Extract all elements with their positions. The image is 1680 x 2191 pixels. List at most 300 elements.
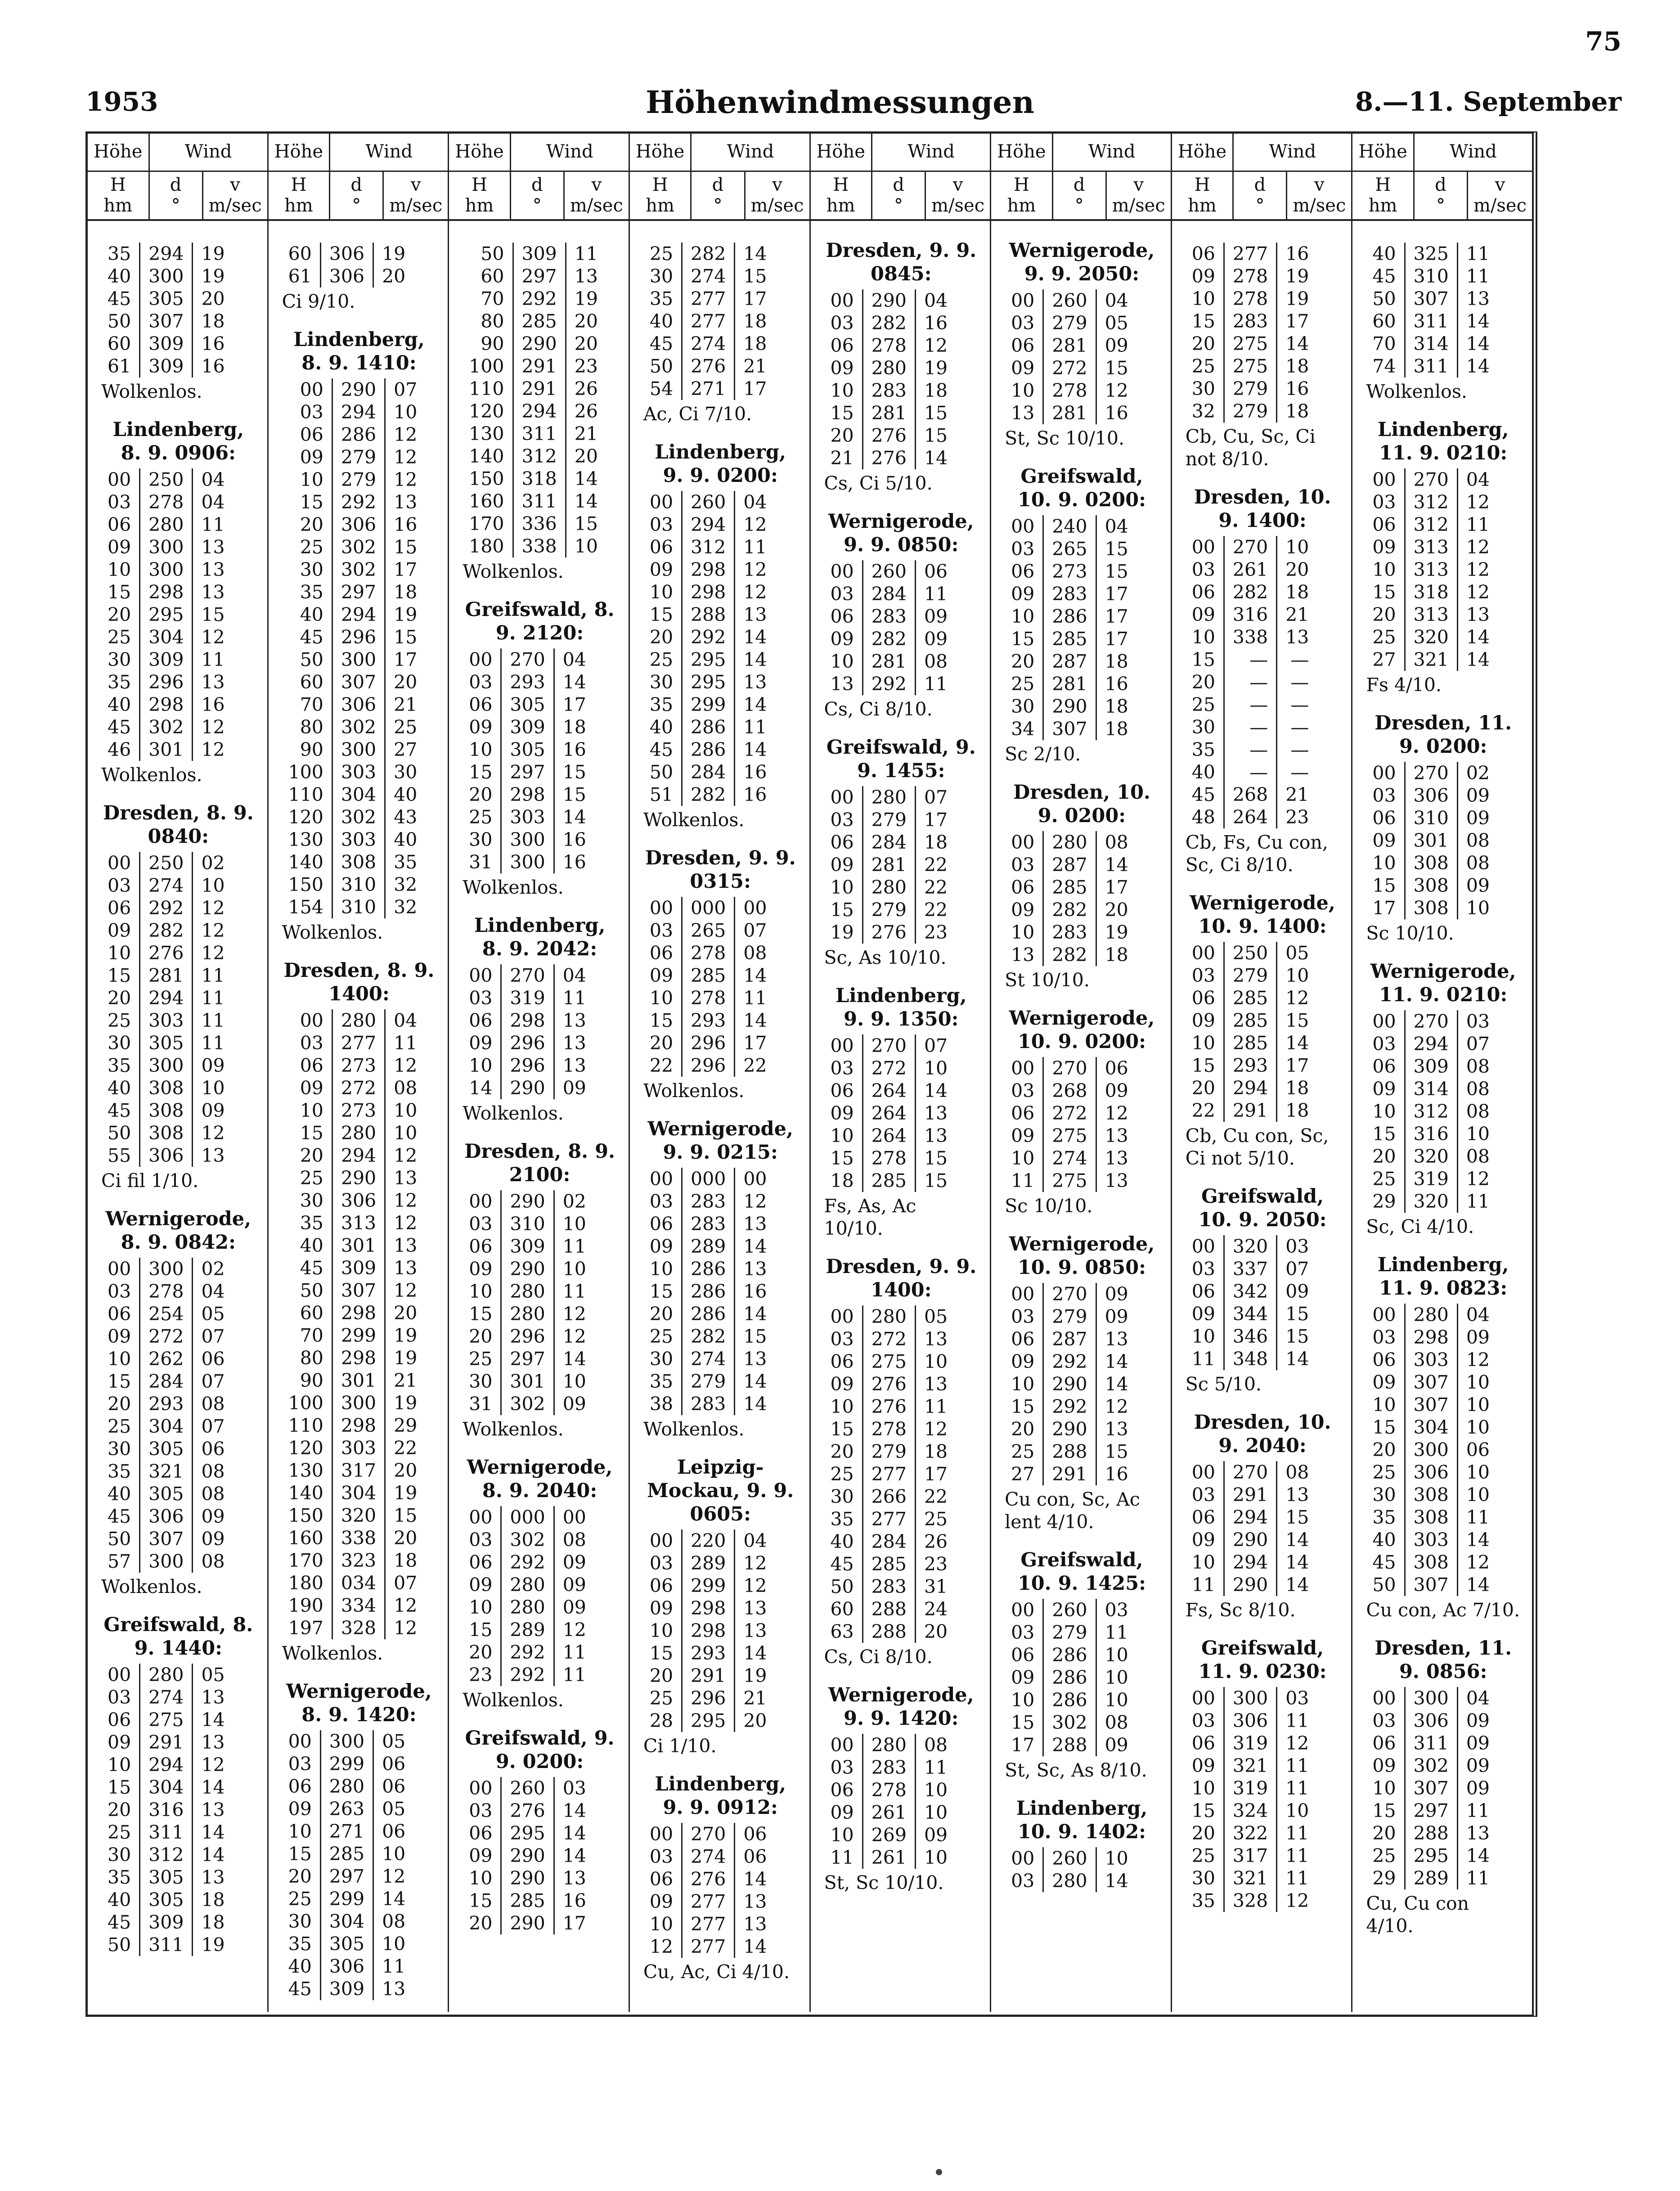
table-row <box>1184 738 1317 761</box>
height-cell: 00 <box>649 1168 674 1190</box>
header-wind: Wind <box>727 141 774 162</box>
header-v-label: v <box>1314 175 1325 195</box>
direction-cell: 318 <box>513 468 566 490</box>
height-cell: 50 <box>830 1576 854 1597</box>
height-cell: 03 <box>469 671 493 693</box>
height-cell: 06 <box>108 897 131 919</box>
direction-cell: 272 <box>1043 1102 1096 1125</box>
table-row <box>1003 628 1136 650</box>
observation-table <box>99 1258 233 1573</box>
height-cell: 22 <box>649 1055 674 1076</box>
direction-cell: 306 <box>1405 1461 1457 1484</box>
speed-cell: 15 <box>566 513 606 535</box>
cloud-note: Ac, Ci 7/10. <box>643 403 752 425</box>
direction-cell: 304 <box>332 1482 385 1504</box>
table-row <box>461 468 606 490</box>
direction-cell: 283 <box>682 1213 735 1235</box>
direction-cell: 277 <box>682 1913 735 1935</box>
height-cell: 25 <box>1011 1441 1035 1462</box>
height-cell: 170 <box>469 513 504 535</box>
direction-cell: 268 <box>1043 1080 1096 1102</box>
speed-cell: 11 <box>193 648 233 671</box>
table-row <box>280 1753 414 1775</box>
height-cell: 06 <box>1011 335 1035 356</box>
height-cell: 10 <box>830 877 854 898</box>
speed-cell: 17 <box>1096 583 1136 605</box>
height-cell: 60 <box>288 243 312 265</box>
cloud-note: Wolkenlos. <box>101 764 202 786</box>
header-H <box>991 172 1053 219</box>
height-cell: 190 <box>288 1595 323 1616</box>
station-heading: Wernigerode, 10. 9. 0200: <box>1009 1007 1155 1053</box>
table-row <box>280 1234 426 1257</box>
direction-cell: 298 <box>1405 1326 1457 1349</box>
height-cell: 25 <box>108 1822 131 1843</box>
speed-cell: 06 <box>735 1823 775 1845</box>
direction-cell: 300 <box>501 828 554 851</box>
direction-cell: 294 <box>140 243 193 265</box>
speed-cell: 13 <box>735 671 775 693</box>
header-wind: Wind <box>1269 141 1316 162</box>
height-cell: 50 <box>108 1122 131 1144</box>
table-row <box>1364 1416 1498 1439</box>
header-d-label: d <box>712 175 724 195</box>
header-msec-unit: m/sec <box>750 195 804 216</box>
speed-cell: 26 <box>566 378 606 400</box>
height-cell: 140 <box>288 1482 323 1504</box>
height-cell: 03 <box>1372 1033 1396 1055</box>
table-row <box>461 1348 594 1370</box>
table-row <box>1003 1373 1136 1395</box>
data-column <box>449 221 630 2012</box>
height-cell: 09 <box>830 1102 854 1124</box>
direction-cell: 282 <box>140 919 193 942</box>
height-cell: 03 <box>1011 1870 1035 1892</box>
table-row <box>1364 1326 1498 1349</box>
speed-cell: 13 <box>1096 1125 1136 1147</box>
table-row <box>99 1099 233 1122</box>
table-row <box>461 1303 594 1325</box>
table-row <box>1364 243 1498 265</box>
table-row <box>642 288 775 310</box>
header-v <box>746 172 809 219</box>
table-row <box>461 1190 594 1213</box>
table-row <box>1184 1325 1317 1348</box>
direction-cell: 296 <box>682 1687 735 1710</box>
height-cell: 15 <box>830 402 854 424</box>
direction-cell: 282 <box>1043 899 1096 921</box>
direction-cell: 280 <box>332 1009 385 1032</box>
direction-cell: 284 <box>862 1530 915 1553</box>
observation-table <box>461 964 594 1099</box>
table-row <box>1184 1280 1317 1303</box>
speed-cell: 14 <box>1457 1529 1498 1551</box>
speed-cell: 02 <box>1457 762 1498 784</box>
table-row <box>461 535 606 558</box>
table-row <box>1184 987 1317 1009</box>
height-cell: 15 <box>649 1642 674 1664</box>
table-row <box>822 1756 956 1779</box>
table-row <box>280 1888 414 1910</box>
speed-cell: 43 <box>385 806 426 828</box>
table-row <box>280 1392 426 1414</box>
header-d-label: d <box>531 175 543 195</box>
speed-cell: 40 <box>385 828 426 851</box>
station-heading: Dresden, 11. 9. 0856: <box>1375 1637 1512 1683</box>
direction-cell: 273 <box>1043 560 1096 583</box>
table-row <box>99 536 233 558</box>
direction-cell: 319 <box>501 987 554 1009</box>
direction-cell: 311 <box>140 1821 193 1844</box>
height-cell: 10 <box>1372 1101 1396 1122</box>
height-cell: 09 <box>1372 536 1396 558</box>
header-hoehe: Höhe <box>811 134 873 171</box>
height-cell: 17 <box>1372 897 1396 919</box>
table-row <box>280 1257 426 1279</box>
speed-cell: 09 <box>193 1099 233 1122</box>
direction-cell: 309 <box>140 648 193 671</box>
observation-table <box>461 1190 594 1415</box>
speed-cell: 17 <box>735 378 775 400</box>
header-row-top <box>88 134 267 172</box>
speed-cell: 19 <box>385 1482 426 1504</box>
height-cell: 60 <box>1372 310 1396 332</box>
speed-cell: 20 <box>1277 558 1317 581</box>
table-row <box>822 1125 956 1147</box>
table-row <box>642 1032 775 1054</box>
table-row <box>1184 1890 1317 1912</box>
direction-cell: 307 <box>1405 1371 1457 1394</box>
height-cell: 45 <box>830 1553 854 1575</box>
height-cell: 30 <box>300 559 323 580</box>
height-cell: 03 <box>649 920 674 941</box>
speed-cell: 10 <box>385 1122 426 1144</box>
height-cell: 197 <box>288 1617 323 1639</box>
table-row <box>99 671 233 693</box>
table-row <box>642 1710 775 1732</box>
speed-cell: 21 <box>735 1687 775 1710</box>
table-row <box>822 1035 956 1057</box>
speed-cell: 05 <box>915 1305 956 1328</box>
header-d <box>872 172 926 219</box>
height-cell: 30 <box>108 649 131 670</box>
height-cell: 09 <box>108 536 131 558</box>
direction-cell: 285 <box>1224 1032 1276 1054</box>
header-H-label: H <box>472 175 487 195</box>
direction-cell: 320 <box>1405 1190 1457 1213</box>
table-row <box>280 1122 426 1144</box>
header-row-bottom <box>811 172 990 219</box>
direction-cell: 294 <box>140 987 193 1009</box>
table-row <box>1364 288 1498 310</box>
height-cell: 20 <box>649 1665 674 1687</box>
table-row <box>822 1598 956 1620</box>
direction-cell: 280 <box>862 1734 915 1756</box>
height-cell: 30 <box>108 1032 131 1054</box>
table-row <box>642 987 775 1009</box>
speed-cell: 05 <box>193 1303 233 1325</box>
speed-cell: 13 <box>385 491 426 513</box>
speed-cell: 14 <box>735 693 775 716</box>
direction-cell: 298 <box>332 1302 385 1324</box>
height-cell: 03 <box>830 312 854 334</box>
table-row <box>99 1077 233 1099</box>
direction-cell: 300 <box>332 648 385 671</box>
direction-cell: 313 <box>1405 603 1457 626</box>
station-heading: Wernigerode, 10. 9. 1400: <box>1190 892 1335 938</box>
direction-cell: 293 <box>682 1009 735 1032</box>
direction-cell: 311 <box>1405 355 1457 378</box>
height-cell: 06 <box>469 1552 493 1573</box>
speed-cell: 19 <box>566 288 606 310</box>
table-row <box>461 1529 594 1551</box>
speed-cell: 18 <box>193 1911 233 1934</box>
direction-cell: 306 <box>140 1505 193 1528</box>
speed-cell: 13 <box>193 1799 233 1821</box>
header-hm-unit: hm <box>1007 195 1036 216</box>
height-cell: 00 <box>1191 536 1215 558</box>
speed-cell: 19 <box>385 1347 426 1369</box>
speed-cell: 19 <box>1277 265 1317 288</box>
speed-cell: 18 <box>915 1440 956 1463</box>
station-heading: Lindenberg, 8. 9. 1410: <box>293 328 425 374</box>
direction-cell: 278 <box>1043 379 1096 402</box>
table-row <box>99 874 233 897</box>
observation-table <box>1184 1687 1317 1912</box>
height-cell: 00 <box>649 491 674 513</box>
table-row <box>280 1144 426 1167</box>
direction-cell: 321 <box>1224 1755 1276 1777</box>
height-cell: 60 <box>300 1302 323 1324</box>
table-row <box>822 854 956 876</box>
table-row <box>280 1167 426 1189</box>
direction-cell: 298 <box>332 1347 385 1369</box>
height-cell: 140 <box>469 445 504 467</box>
height-cell: 70 <box>300 694 323 715</box>
direction-cell: 312 <box>1405 513 1457 536</box>
table-row <box>1364 1100 1498 1123</box>
header-H-label: H <box>833 175 849 195</box>
height-cell: 46 <box>108 739 131 760</box>
direction-cell: 309 <box>1405 1055 1457 1078</box>
table-row <box>280 1279 426 1302</box>
speed-cell: 32 <box>385 896 426 918</box>
cloud-note: Cu con, Ac 7/10. <box>1366 1599 1520 1621</box>
table-row <box>1003 1147 1136 1170</box>
height-cell: 06 <box>469 1010 493 1031</box>
direction-cell: 299 <box>682 1575 735 1597</box>
direction-cell: 293 <box>682 1642 735 1665</box>
direction-cell: 283 <box>682 1393 735 1415</box>
direction-cell: 285 <box>501 1890 554 1912</box>
station-heading: Wernigerode, 9. 9. 2050: <box>1009 239 1155 285</box>
height-cell: 15 <box>108 1777 131 1798</box>
height-cell: 150 <box>288 874 323 895</box>
speed-cell: 12 <box>1457 1551 1498 1574</box>
table-row <box>99 1754 233 1776</box>
speed-cell: 10 <box>385 1099 426 1122</box>
speed-cell: 14 <box>1457 333 1498 355</box>
table-row <box>99 987 233 1009</box>
table-row <box>822 786 956 809</box>
cloud-note: Cu con, Sc, Ac lent 4/10. <box>1005 1489 1140 1533</box>
station-heading: Dresden, 11. 9. 0200: <box>1375 712 1512 758</box>
table-row <box>1184 558 1317 581</box>
height-cell: 20 <box>469 1912 493 1934</box>
height-cell: 06 <box>649 1575 674 1597</box>
table-row <box>822 447 956 469</box>
station-heading: Lindenberg, 11. 9. 0210: <box>1377 418 1509 464</box>
station-heading: Dresden, 10. 9. 2040: <box>1194 1411 1331 1457</box>
direction-cell: 285 <box>1043 876 1096 899</box>
cloud-note: Wolkenlos. <box>101 381 202 402</box>
speed-cell: 09 <box>915 1824 956 1846</box>
header-column <box>1352 134 1532 219</box>
speed-cell: 20 <box>566 310 606 333</box>
direction-cell: 266 <box>862 1485 915 1508</box>
height-cell: 10 <box>1011 606 1035 627</box>
table-row <box>642 1552 775 1575</box>
speed-cell: 16 <box>735 1280 775 1303</box>
table-row <box>280 1054 426 1077</box>
direction-cell: 303 <box>501 806 554 828</box>
header-dv <box>692 172 809 219</box>
cloud-note: Sc 5/10. <box>1185 1373 1262 1395</box>
date-range: 8.—11. September <box>1355 86 1622 117</box>
direction-cell: 240 <box>1043 515 1096 538</box>
table-row <box>822 1553 956 1575</box>
height-cell: 03 <box>649 1846 674 1867</box>
height-cell: 03 <box>108 1281 131 1302</box>
speed-cell: 06 <box>373 1753 414 1775</box>
table-row <box>822 402 956 424</box>
speed-cell: 13 <box>1096 1418 1136 1440</box>
height-cell: 10 <box>830 1396 854 1417</box>
speed-cell: 06 <box>1457 1439 1498 1461</box>
height-cell: 40 <box>300 604 323 625</box>
table-row <box>642 603 775 626</box>
observation-table <box>280 243 414 288</box>
height-cell: 20 <box>469 1642 493 1663</box>
table-row <box>280 491 426 513</box>
table-row <box>642 1370 775 1393</box>
height-cell: 03 <box>830 1057 854 1079</box>
speed-cell: 10 <box>1277 1800 1317 1822</box>
table-row <box>822 628 956 650</box>
direction-cell: 295 <box>1405 1845 1457 1867</box>
height-cell: 00 <box>830 1734 854 1756</box>
height-cell: 15 <box>1372 875 1396 896</box>
speed-cell: 11 <box>1277 1867 1317 1890</box>
table-row <box>1003 899 1136 921</box>
table-row <box>642 1823 775 1845</box>
table-row <box>461 355 606 378</box>
speed-cell: 16 <box>554 738 594 761</box>
table-row <box>461 490 606 513</box>
table-row <box>461 513 606 535</box>
direction-cell: 309 <box>140 333 193 355</box>
table-row <box>822 289 956 312</box>
table-row <box>99 310 233 333</box>
height-cell: 50 <box>481 243 504 265</box>
speed-cell: 07 <box>193 1415 233 1438</box>
height-cell: 10 <box>649 1913 674 1935</box>
direction-cell: 260 <box>501 1777 554 1800</box>
height-cell: 21 <box>830 447 854 469</box>
table-row <box>1003 1870 1136 1892</box>
height-cell: 38 <box>649 1393 674 1415</box>
table-header <box>88 134 1532 221</box>
header-H-label: H <box>110 175 126 195</box>
height-cell: 03 <box>1011 538 1035 560</box>
table-row <box>642 626 775 648</box>
speed-cell: 04 <box>1457 1687 1498 1710</box>
header-v <box>565 172 629 219</box>
direction-cell: 278 <box>862 1418 915 1440</box>
direction-cell: 316 <box>1224 603 1276 626</box>
direction-cell: 276 <box>682 355 735 378</box>
direction-cell: 290 <box>332 1167 385 1189</box>
height-cell: 45 <box>300 1257 323 1279</box>
direction-cell: 317 <box>1224 1845 1276 1867</box>
height-cell: 00 <box>830 561 854 582</box>
height-cell: 17 <box>1011 1734 1035 1756</box>
height-cell: 45 <box>108 288 131 310</box>
table-row <box>280 1775 414 1798</box>
height-cell: 06 <box>108 514 131 535</box>
observation-table <box>99 468 233 761</box>
speed-cell: 12 <box>735 1190 775 1213</box>
table-row <box>99 1415 233 1438</box>
direction-cell: 270 <box>501 648 554 671</box>
table-row <box>1003 1689 1136 1711</box>
speed-cell: 22 <box>915 876 956 899</box>
direction-cell: 283 <box>862 379 915 402</box>
speed-cell: 23 <box>915 921 956 944</box>
height-cell: 06 <box>649 1213 674 1235</box>
height-cell: 50 <box>300 649 323 670</box>
station-heading: Wernigerode, 10. 9. 0850: <box>1009 1233 1155 1279</box>
speed-cell: 25 <box>915 1508 956 1530</box>
direction-cell: 302 <box>332 558 385 581</box>
table-row <box>461 1551 594 1574</box>
observation-table <box>1184 942 1317 1122</box>
direction-cell: 285 <box>513 310 566 333</box>
speed-cell: 10 <box>915 1350 956 1373</box>
direction-cell: 279 <box>332 446 385 468</box>
direction-cell: 290 <box>501 1258 554 1280</box>
table-row <box>1184 1551 1317 1574</box>
speed-cell: 14 <box>1277 333 1317 355</box>
height-cell: 40 <box>649 310 674 332</box>
speed-cell: 08 <box>373 1910 414 1933</box>
height-cell: 61 <box>108 355 131 377</box>
header-wind: Wind <box>1088 141 1136 162</box>
observation-table <box>642 897 775 1077</box>
direction-cell: 280 <box>140 513 193 536</box>
table-row <box>280 1798 414 1820</box>
table-row <box>642 964 775 987</box>
table-row <box>461 738 594 761</box>
speed-cell: 20 <box>385 1527 426 1549</box>
table-row <box>1184 1800 1317 1822</box>
direction-cell: 278 <box>862 334 915 357</box>
direction-cell: 282 <box>862 312 915 334</box>
height-cell: 40 <box>830 1531 854 1552</box>
height-cell: 10 <box>469 1281 493 1302</box>
direction-cell: 314 <box>1405 333 1457 355</box>
direction-cell: 300 <box>140 536 193 558</box>
